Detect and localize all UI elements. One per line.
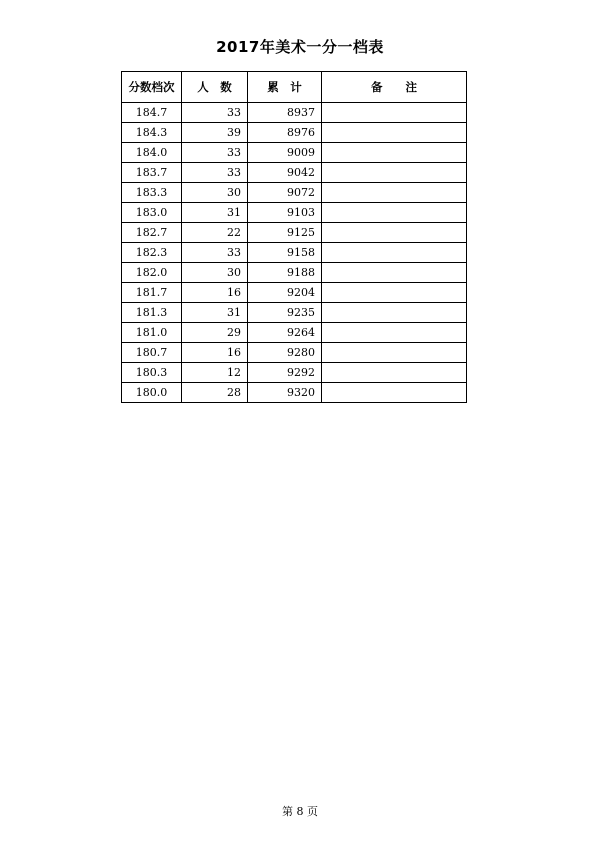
cell-score: 182.3 <box>122 243 182 263</box>
header-total: 累 计 <box>248 72 322 103</box>
table-row <box>122 363 467 383</box>
header-note: 备 注 <box>322 72 467 103</box>
cell-note <box>322 143 467 163</box>
cell-note <box>322 263 467 283</box>
cell-score: 183.7 <box>122 163 182 183</box>
cell-count: 33 <box>182 103 248 123</box>
cell-score: 180.3 <box>122 363 182 383</box>
cell-score: 180.7 <box>122 343 182 363</box>
cell-total: 9264 <box>248 323 322 343</box>
cell-total: 9009 <box>248 143 322 163</box>
cell-note <box>322 223 467 243</box>
table-row <box>122 183 467 203</box>
cell-total: 9188 <box>248 263 322 283</box>
table-row <box>122 203 467 223</box>
table-header <box>122 72 467 103</box>
cell-note <box>322 363 467 383</box>
page-title: 2017年美术一分一档表 <box>216 38 384 56</box>
table-row <box>122 103 467 123</box>
cell-total: 8976 <box>248 123 322 143</box>
table-row <box>122 303 467 323</box>
cell-total: 9235 <box>248 303 322 323</box>
cell-count: 31 <box>182 303 248 323</box>
cell-count: 29 <box>182 323 248 343</box>
cell-total: 9103 <box>248 203 322 223</box>
cell-note <box>322 123 467 143</box>
table-row <box>122 123 467 143</box>
header-score: 分数档次 <box>122 72 182 103</box>
cell-note <box>322 303 467 323</box>
score-table <box>121 71 467 403</box>
cell-total: 9280 <box>248 343 322 363</box>
table-row <box>122 343 467 363</box>
page-footer: 第 8 页 <box>282 805 318 818</box>
cell-note <box>322 183 467 203</box>
cell-count: 16 <box>182 343 248 363</box>
cell-score: 184.7 <box>122 103 182 123</box>
table-row <box>122 323 467 343</box>
table-body <box>122 103 467 403</box>
table-row <box>122 223 467 243</box>
cell-count: 33 <box>182 143 248 163</box>
cell-note <box>322 323 467 343</box>
cell-total: 9072 <box>248 183 322 203</box>
cell-note <box>322 163 467 183</box>
cell-score: 180.0 <box>122 383 182 403</box>
cell-note <box>322 383 467 403</box>
table-row <box>122 143 467 163</box>
cell-count: 30 <box>182 183 248 203</box>
header-count: 人 数 <box>182 72 248 103</box>
cell-count: 33 <box>182 163 248 183</box>
cell-count: 31 <box>182 203 248 223</box>
cell-note <box>322 283 467 303</box>
table-row <box>122 383 467 403</box>
cell-count: 39 <box>182 123 248 143</box>
cell-count: 22 <box>182 223 248 243</box>
cell-score: 183.0 <box>122 203 182 223</box>
cell-score: 182.0 <box>122 263 182 283</box>
cell-total: 9158 <box>248 243 322 263</box>
cell-total: 9125 <box>248 223 322 243</box>
cell-note <box>322 243 467 263</box>
header-row <box>122 72 467 103</box>
cell-count: 16 <box>182 283 248 303</box>
cell-score: 181.7 <box>122 283 182 303</box>
table-row <box>122 243 467 263</box>
cell-note <box>322 103 467 123</box>
cell-score: 184.0 <box>122 143 182 163</box>
cell-score: 184.3 <box>122 123 182 143</box>
cell-total: 9204 <box>248 283 322 303</box>
cell-total: 9042 <box>248 163 322 183</box>
cell-total: 8937 <box>248 103 322 123</box>
cell-count: 30 <box>182 263 248 283</box>
table-row <box>122 283 467 303</box>
cell-score: 181.3 <box>122 303 182 323</box>
table-row <box>122 263 467 283</box>
cell-total: 9292 <box>248 363 322 383</box>
cell-count: 33 <box>182 243 248 263</box>
cell-note <box>322 203 467 223</box>
cell-score: 181.0 <box>122 323 182 343</box>
cell-score: 182.7 <box>122 223 182 243</box>
cell-count: 28 <box>182 383 248 403</box>
cell-count: 12 <box>182 363 248 383</box>
cell-total: 9320 <box>248 383 322 403</box>
cell-score: 183.3 <box>122 183 182 203</box>
cell-note <box>322 343 467 363</box>
table-row <box>122 163 467 183</box>
